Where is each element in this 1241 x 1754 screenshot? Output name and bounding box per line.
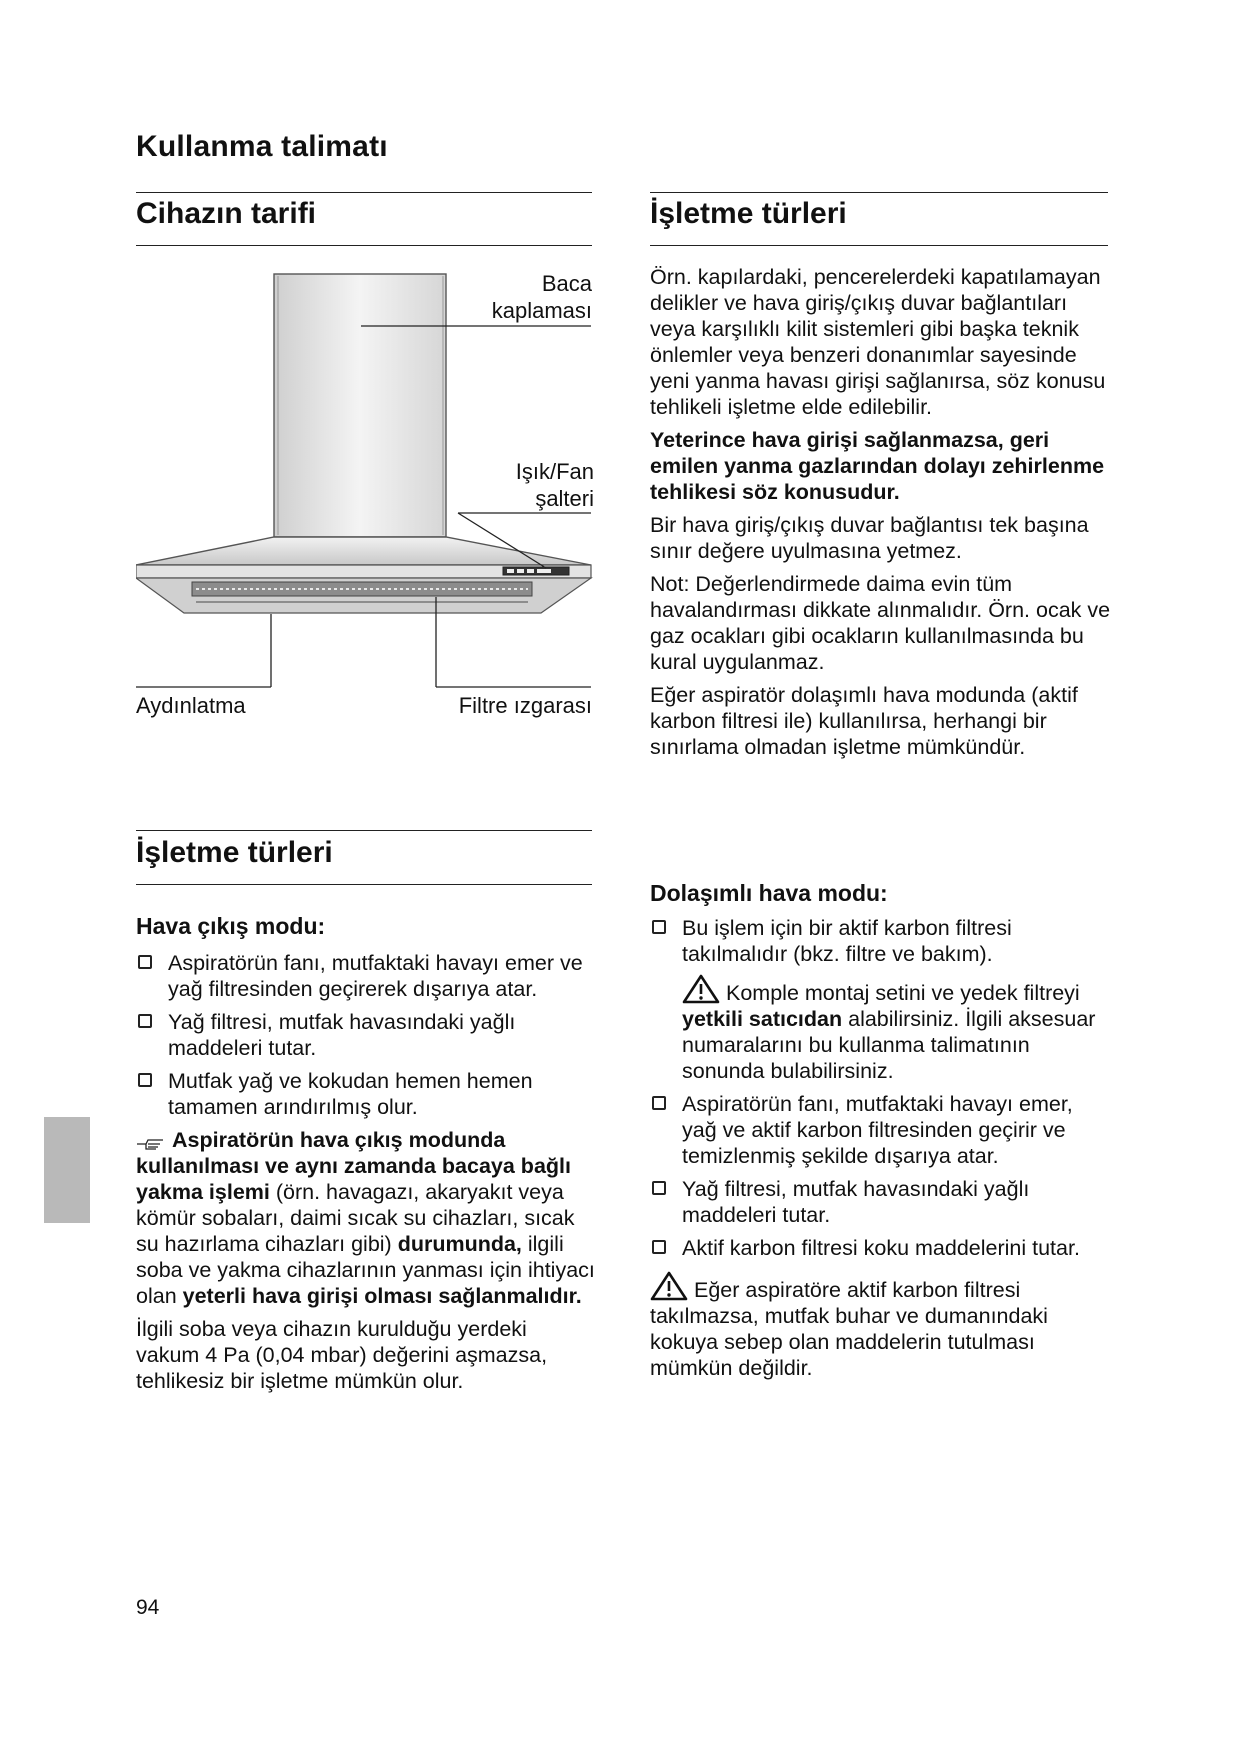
pointing-hand-icon: [136, 1135, 166, 1151]
filter-grille: [192, 582, 532, 596]
section-divider: [650, 192, 1108, 193]
list-item: Aspiratörün fanı, mutfaktaki havayı emer, yağ ve aktif karbon filtresinden geçirir ve temizlenmiş şekilde dışarıya atar.: [650, 1091, 1112, 1169]
section-divider: [136, 245, 592, 246]
list-item: Yağ filtresi, mutfak havasındaki yağlı maddeleri tutar.: [650, 1176, 1112, 1228]
page-title: Kullanma talimatı: [136, 130, 388, 163]
label-filter-grille: Filtre ızgarası: [458, 693, 592, 718]
paragraph: Eğer aspiratör dolaşımlı hava modunda (aktif karbon filtresi ile) kullanılırsa, herhangi bir sınırlama olmadan işletme mümkündür.: [650, 683, 1078, 759]
list-item: Aspiratörün fanı, mutfaktaki havayı emer ve yağ filtresinden geçirerek dışarıya atar.: [136, 950, 596, 1002]
list-item: Aktif karbon filtresi koku maddelerini tutar.: [650, 1235, 1112, 1261]
label-chimney-cover: Baca kaplaması: [491, 271, 592, 323]
page-number: 94: [136, 1596, 160, 1619]
chimney-operation-note: Aspiratörün hava çıkış modunda kullanılması ve aynı zamanda bacaya bağlı yakma işlemi (örn. havagazı, akaryakıt veya kömür sobaları, daimi sıcak su cihazları, sıcak su hazırlama cihazları gibi) durumunda, ilgili soba ve yakma cihazlarının yanması için ihtiyacı olan yeterli hava girişi olması sağlanmalıdır.: [136, 1128, 595, 1308]
recirculation-mode-content: [650, 915, 1112, 1388]
exhaust-mode-content: [136, 950, 596, 1401]
list-item: Yağ filtresi, mutfak havasındaki yağlı maddeleri tutar.: [136, 1009, 596, 1061]
language-side-tab: [44, 1117, 90, 1223]
poisoning-warning: Yeterince hava girişi sağlanmazsa, geri emilen yanma gazlarından dolayı zehirlenme tehlikesi söz konusudur.: [650, 428, 1105, 504]
light-fan-switch-panel: [503, 567, 569, 575]
paragraph: Not: Değerlendirmede daima evin tüm havalandırması dikkate alınmalıdır. Örn. ocak ve gaz ocakları gibi ocakların kullanılmasında bu kural uygulanmaz.: [650, 572, 1111, 674]
section-title-operating-modes: İşletme türleri: [136, 836, 333, 869]
subsection-exhaust-mode: Hava çıkış modu:: [136, 913, 326, 939]
section-divider: [136, 884, 592, 885]
list-item: Mutfak yağ ve kokudan hemen hemen tamamen arındırılmış olur.: [136, 1068, 596, 1120]
section-title-device-description: Cihazın tarifi: [136, 197, 317, 230]
section-divider: [650, 245, 1108, 246]
chimney-cover: [274, 274, 446, 537]
paragraph: Örn. kapılardaki, pencerelerdeki kapatılamayan delikler ve hava giriş/çıkış duvar bağlantıları veya karşılıklı kilit sistemleri gibi başka teknik önlemler veya benzeri donanımlar sayesinde yeni yanma havası girişi sağlanırsa, söz konusu tehlikeli işletme elde edilebilir.: [650, 265, 1106, 419]
warning-triangle-icon: [682, 974, 720, 1004]
section-divider: [136, 830, 592, 831]
paragraph: Bir hava giriş/çıkış duvar bağlantısı tek başına sınır değere uyulmasına yetmez.: [650, 513, 1089, 563]
carbon-filter-warning: Eğer aspiratöre aktif karbon filtresi takılmazsa, mutfak buhar ve dumanındaki kokuya sebep olan maddelerin tutulması mümkün değildir.: [650, 1271, 1112, 1381]
label-lighting: Aydınlatma: [136, 693, 246, 718]
subsection-recirculation-mode: Dolaşımlı hava modu:: [650, 880, 888, 906]
section-title-operating-modes-right: İşletme türleri: [650, 197, 847, 230]
hood-canopy: [136, 537, 591, 565]
section-divider: [136, 192, 592, 193]
label-light-fan-switch: Işık/Fan şalteri: [515, 459, 594, 511]
list-item: Bu işlem için bir aktif karbon filtresi takılmalıdır (bkz. filtre ve bakım).: [650, 915, 1112, 967]
operating-modes-content: [650, 264, 1112, 767]
vacuum-paragraph: İlgili soba veya cihazın kurulduğu yerdeki vakum 4 Pa (0,04 mbar) değerini aşmazsa, tehlikesiz bir işletme mümkün olur.: [136, 1317, 548, 1393]
accessory-note: Komple montaj setini ve yedek filtreyi yetkili satıcıdan alabilirsiniz. İlgili aksesuar numaralarını bu kullanma talimatının sonunda bulabilirsiniz.: [650, 974, 1112, 1084]
warning-triangle-icon: [650, 1271, 688, 1301]
